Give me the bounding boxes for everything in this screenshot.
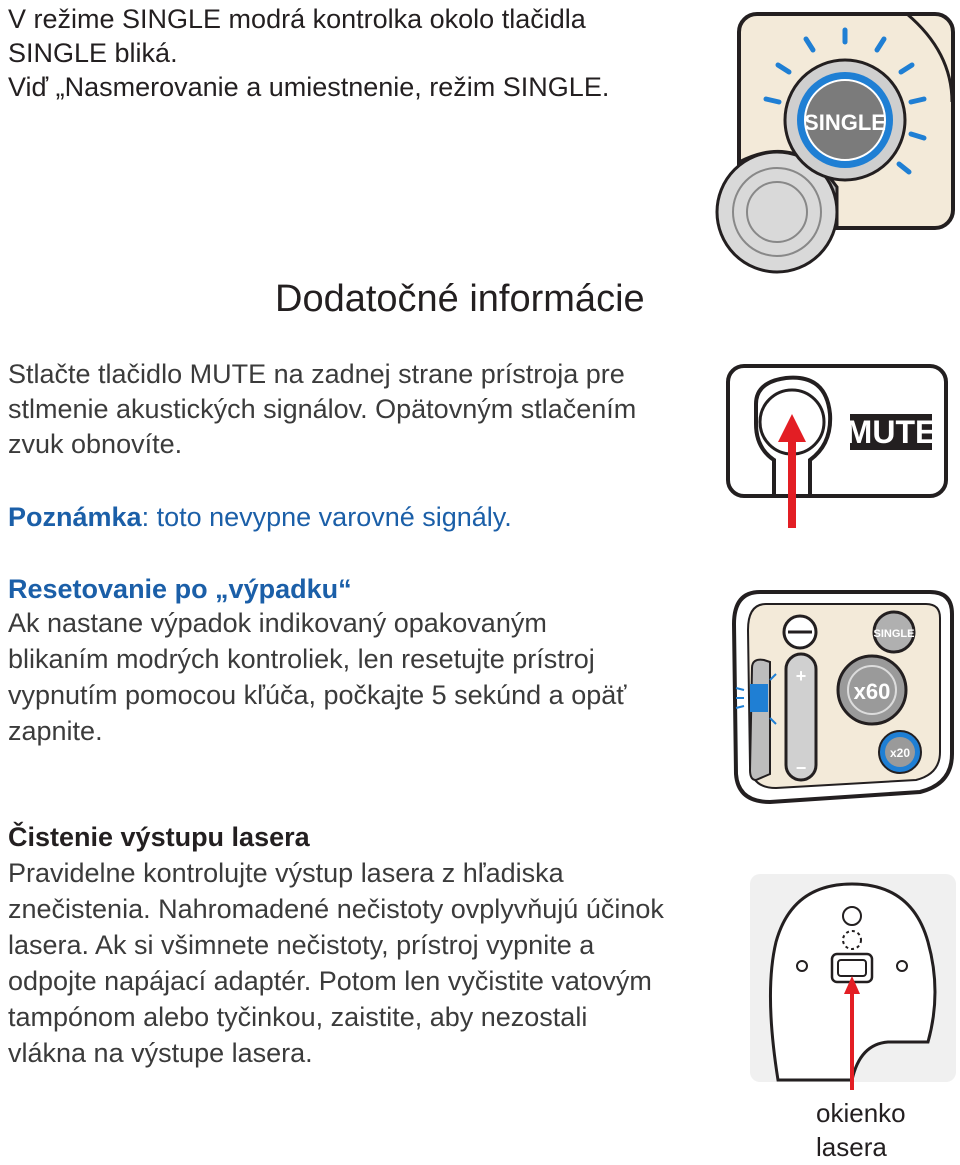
laser-window-caption-line-1: okienko xyxy=(816,1098,906,1128)
mute-text-line-2: stlmenie akustických signálov. Opätovným stlačením xyxy=(8,394,637,424)
cleaning-text-line-3: lasera. Ak si všimnete nečistoty, prístroj vypnite a xyxy=(8,930,595,960)
single-button-label: SINGLE xyxy=(804,110,886,135)
single-button-illustration xyxy=(737,12,955,230)
panel-x60-label: x60 xyxy=(853,679,891,704)
cleaning-title: Čistenie výstupu lasera xyxy=(8,822,310,852)
cleaning-text-line-1: Pravidelne kontrolujte výstup lasera z hľadiska xyxy=(8,858,564,888)
note-text: : toto nevypne varovné signály. xyxy=(141,502,512,532)
page-heading: Dodatočné informácie xyxy=(275,278,645,320)
single-text-line-1: V režime SINGLE modrá kontrolka okolo tlačidla xyxy=(8,4,586,34)
cleaning-text-line-5: tampónom alebo tyčinkou, zaistite, aby nezostali xyxy=(8,1002,588,1032)
cleaning-text-line-2: znečistenia. Nahromadené nečistoty ovplyvňujú účinok xyxy=(8,894,664,924)
reset-text-line-2: blikaním modrých kontroliek, len resetujte prístroj xyxy=(8,644,595,674)
panel-x20-label: x20 xyxy=(889,746,911,760)
panel-plus: + xyxy=(795,666,807,686)
laser-window-caption-line-2: lasera xyxy=(816,1132,887,1162)
reset-text-line-4: zapnite. xyxy=(8,716,103,746)
mute-note xyxy=(8,500,512,535)
reset-title: Resetovanie po „výpadku“ xyxy=(8,574,352,604)
single-text-line-3: Viď „Nasmerovanie a umiestnenie, režim SINGLE. xyxy=(8,72,610,102)
cleaning-text-line-4: odpojte napájací adaptér. Potom len vyčistite vatovým xyxy=(8,966,652,996)
mute-button-illustration xyxy=(726,364,948,530)
control-panel-illustration xyxy=(730,584,956,806)
reset-text-line-1: Ak nastane výpadok indikovaný opakovaným xyxy=(8,608,547,638)
reset-text-line-3: vypnutím pomocou kľúča, počkajte 5 sekúnd a opäť xyxy=(8,680,627,710)
mute-text-line-1: Stlačte tlačidlo MUTE na zadnej strane prístroja pre xyxy=(8,359,625,389)
panel-single-label: SINGLE xyxy=(873,628,915,640)
single-text-line-2: SINGLE bliká. xyxy=(8,38,178,68)
note-label: Poznámka xyxy=(8,502,142,532)
mute-label: MUTE xyxy=(845,414,937,450)
cleaning-text-line-6: vlákna na výstupe lasera. xyxy=(8,1038,313,1068)
panel-minus: − xyxy=(795,758,807,778)
laser-window-illustration xyxy=(748,872,958,1092)
mute-text-line-3: zvuk obnovíte. xyxy=(8,429,183,459)
